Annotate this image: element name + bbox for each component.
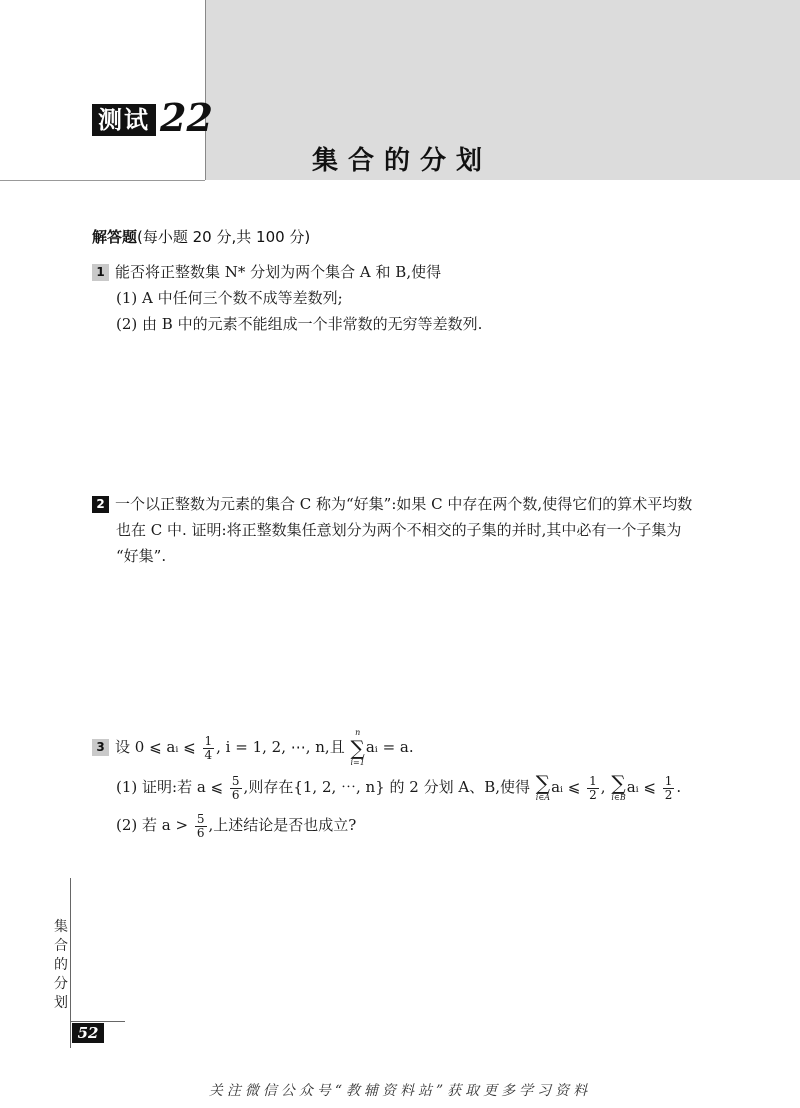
sidebar-rule — [70, 878, 71, 1048]
problem-3 — [92, 728, 681, 844]
test-label — [92, 95, 213, 140]
problem-2-line-2: 也在 C 中. 证明:将正整数集任意划分为两个不相交的子集的并时,其中必有一个子集为 — [116, 521, 682, 539]
problem-2-number: 2 — [92, 496, 109, 513]
page-title: 集合的分划 — [312, 146, 493, 176]
problem-1 — [92, 259, 482, 337]
page-number: 52 — [72, 1023, 104, 1043]
footer-note: 关注微信公众号“教辅资料站”获取更多学习资料 — [208, 1083, 592, 1099]
problem-3-sub-1: (1) 证明:若 a ⩽ $\frac{5}{6}$ ,则存在{1, 2, ⋯, n} 的 2 分划 A、B,使得 ∑ i∈A aᵢ ⩽ $\frac{1}{2}$ , ∑ i∈B aᵢ ⩽ $\frac{1}{2}$ . — [116, 771, 682, 802]
fraction-five-sixths-b: $\frac{5}{6}$ — [196, 811, 205, 840]
summation-over-a: ∑ i∈A — [535, 771, 551, 802]
problem-2-line-1: 一个以正整数为元素的集合 C 称为“好集”:如果 C 中存在两个数,使得它们的算术平均数 — [115, 495, 693, 513]
fraction-one-half-b: $\frac{1}{2}$ — [664, 773, 673, 802]
problem-3-condition — [92, 728, 681, 768]
fraction-five-sixths: $\frac{5}{6}$ — [231, 773, 240, 802]
section-label: 解答题 — [92, 228, 138, 246]
sidebar-title — [52, 918, 70, 1013]
sidebar-char: 的 — [54, 957, 68, 973]
problem-3-sub-2: (2) 若 a > $\frac{5}{6}$ ,上述结论是否也成立? — [116, 811, 357, 840]
problem-1-number: 1 — [92, 264, 109, 281]
section-note: (每小题 20 分,共 100 分) — [137, 228, 311, 246]
page-number-rule — [70, 1021, 125, 1022]
problem-3-cond-a: 设 0 ⩽ aᵢ ⩽ — [115, 738, 196, 756]
header-band — [205, 0, 800, 180]
section-heading — [92, 226, 310, 247]
sidebar-char: 集 — [54, 919, 68, 935]
test-word: 测试 — [92, 104, 156, 136]
problem-2 — [92, 491, 692, 569]
problem-3-cond-b: , i = 1, 2, ⋯, n,且 — [216, 738, 345, 756]
problem-2-line-3: “好集”. — [116, 547, 167, 565]
sidebar-char: 合 — [54, 938, 68, 954]
summation-over-b: ∑ i∈B — [611, 771, 626, 802]
fraction-one-quarter: $\frac{1}{4}$ — [204, 733, 213, 762]
sidebar-char: 划 — [54, 995, 68, 1011]
fraction-one-half: $\frac{1}{2}$ — [589, 773, 597, 802]
problem-1-line: 能否将正整数集 N* 分划为两个集合 A 和 B,使得 — [115, 263, 442, 281]
problem-3-cond-c: aᵢ = a. — [365, 738, 414, 756]
problem-1-sub-1: (1) A 中任何三个数不成等差数列; — [116, 289, 343, 307]
problem-3-number: 3 — [92, 739, 109, 756]
header-rule — [0, 180, 205, 181]
problem-1-sub-2: (2) 由 B 中的元素不能组成一个非常数的无穷等差数列. — [116, 315, 483, 333]
sidebar-char: 分 — [54, 976, 68, 992]
test-number: 22 — [160, 95, 213, 140]
summation-sign: n ∑ i=1 — [350, 728, 365, 767]
